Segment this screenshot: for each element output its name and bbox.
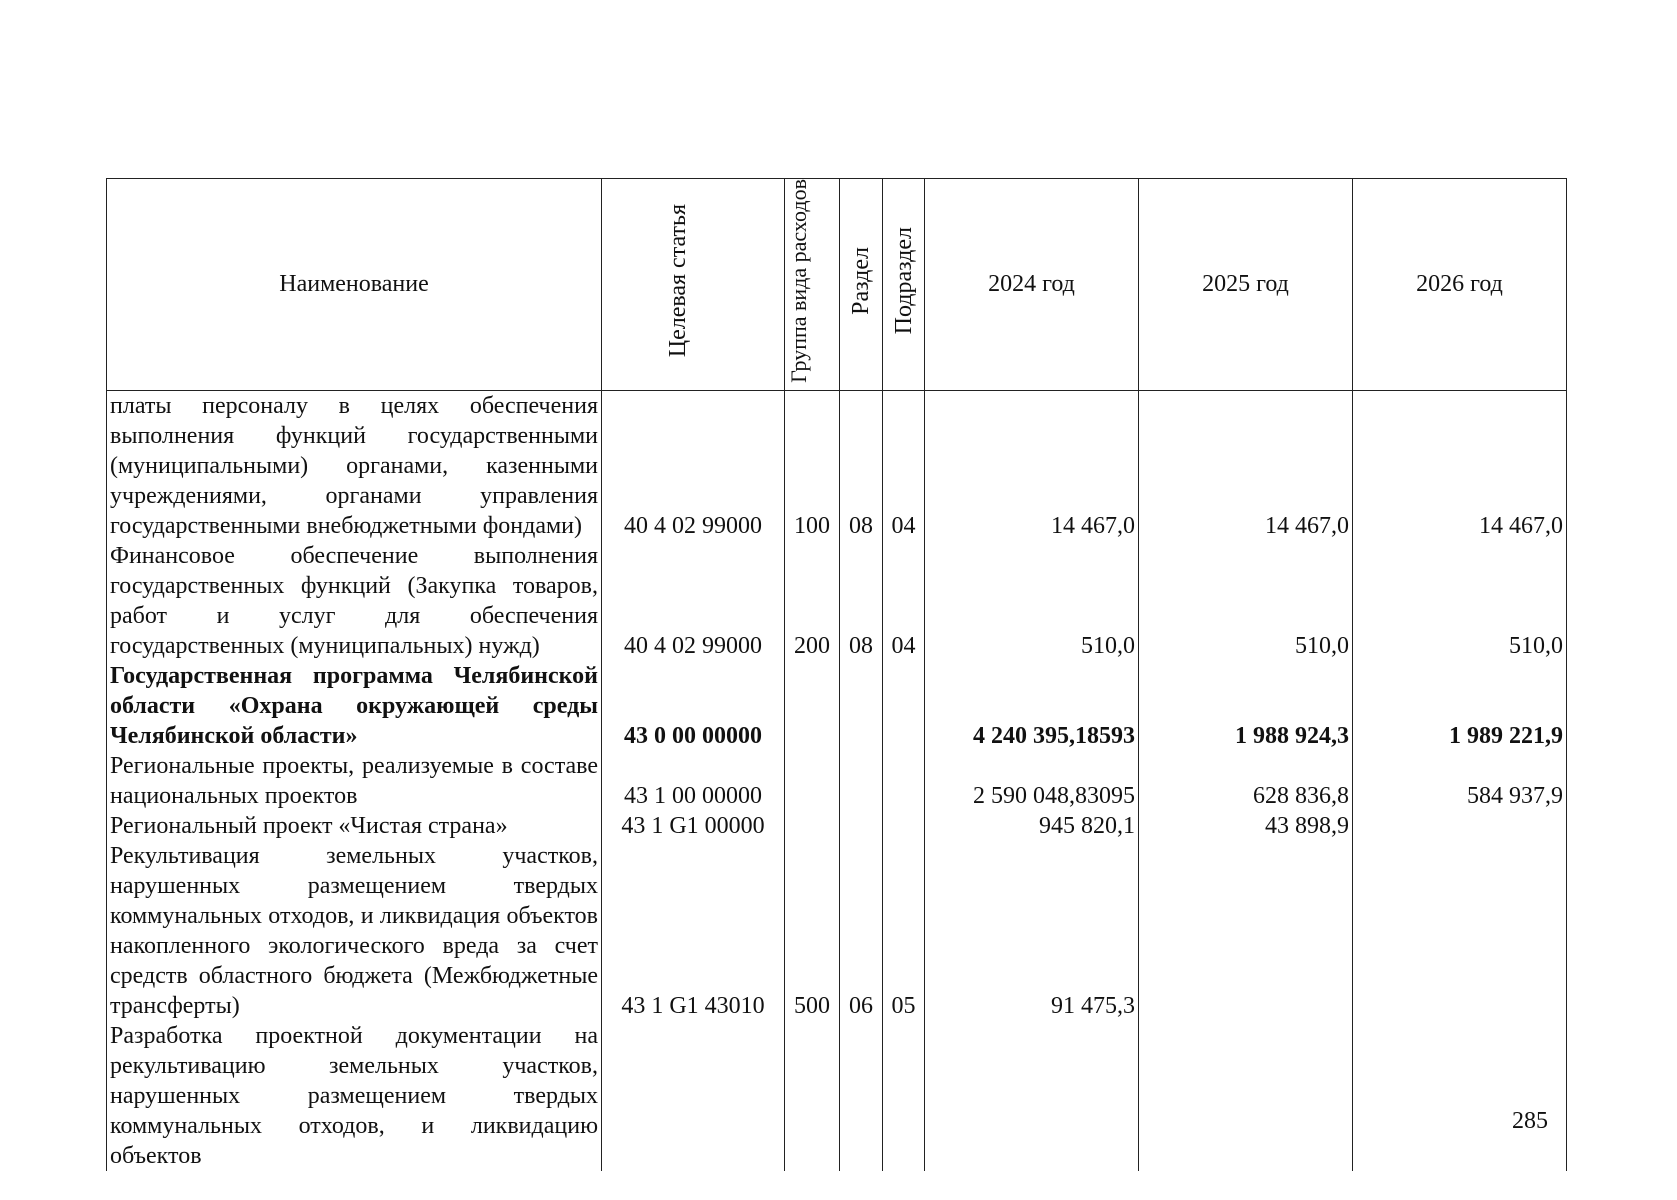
cell-y2025: 14 467,0 [1139,390,1353,541]
cell-y2024: 14 467,0 [925,390,1139,541]
cell-section: 08 [840,390,883,541]
cell-y2026: 14 467,0 [1353,390,1567,541]
header-2026: 2026 год [1353,179,1567,391]
cell-y2025: 1 988 924,3 [1139,661,1353,751]
table-row [107,1021,1567,1171]
header-expense-group: Группа вида расходов [785,179,840,391]
header-name: Наименование [107,179,602,391]
cell-y2024: 2 590 048,83095 [925,751,1139,811]
cell-group: 500 [785,841,840,1021]
cell-name: Государственная программа Челябинской области «Охрана окружающей среды Челябинской области» [107,661,602,751]
cell-section [840,751,883,811]
cell-group [785,811,840,841]
cell-name: Региональный проект «Чистая страна» [107,811,602,841]
header-2025: 2025 год [1139,179,1353,391]
cell-section: 06 [840,841,883,1021]
table-row [107,390,1567,541]
cell-group: 100 [785,390,840,541]
cell-name: Региональные проекты, реализуемые в составе национальных проектов [107,751,602,811]
header-2024: 2024 год [925,179,1139,391]
cell-article: 43 1 00 00000 [602,751,785,811]
header-target-article: Целевая статья [602,179,785,391]
cell-article: 43 1 G1 43010 [602,841,785,1021]
table-header-row [107,179,1567,391]
cell-name: Рекультивация земельных участков, нарушенных размещением твердых коммунальных отходов, и ликвидация объектов накопленного экологического вреда за счет средств областного бюджета (Межбюджетные трансферты) [107,841,602,1021]
cell-article: 43 0 00 00000 [602,661,785,751]
table-row [107,751,1567,811]
cell-subsection [883,661,925,751]
cell-group: 200 [785,541,840,661]
cell-section: 08 [840,541,883,661]
table-row [107,661,1567,751]
cell-subsection [883,751,925,811]
table-row [107,811,1567,841]
cell-y2026 [1353,811,1567,841]
cell-subsection [883,1021,925,1171]
cell-y2026: 510,0 [1353,541,1567,661]
budget-table [106,178,1567,1171]
cell-group [785,1021,840,1171]
cell-y2025 [1139,841,1353,1021]
cell-name: Финансовое обеспечение выполнения государственных функций (Закупка товаров, работ и услуг для обеспечения государственных (муниципальных) нужд) [107,541,602,661]
cell-y2026 [1353,841,1567,1021]
cell-y2024 [925,1021,1139,1171]
cell-subsection: 05 [883,841,925,1021]
cell-y2024: 510,0 [925,541,1139,661]
cell-y2026: 584 937,9 [1353,751,1567,811]
table-body [107,390,1567,1171]
cell-article: 40 4 02 99000 [602,541,785,661]
cell-article: 43 1 G1 00000 [602,811,785,841]
header-section: Раздел [840,179,883,391]
cell-subsection: 04 [883,390,925,541]
cell-article: 40 4 02 99000 [602,390,785,541]
cell-y2025: 510,0 [1139,541,1353,661]
cell-y2024: 91 475,3 [925,841,1139,1021]
cell-y2024: 945 820,1 [925,811,1139,841]
cell-y2025 [1139,1021,1353,1171]
cell-article [602,1021,785,1171]
cell-section [840,811,883,841]
page-number: 285 [1512,1108,1548,1134]
cell-y2025: 43 898,9 [1139,811,1353,841]
table-row [107,541,1567,661]
cell-name: платы персоналу в целях обеспечения выполнения функций государственными (муниципальными) органами, казенными учреждениями, органами управления государственными внебюджетными фондами) [107,390,602,541]
cell-group [785,751,840,811]
cell-y2025: 628 836,8 [1139,751,1353,811]
cell-section [840,661,883,751]
cell-group [785,661,840,751]
cell-y2026: 1 989 221,9 [1353,661,1567,751]
cell-subsection [883,811,925,841]
cell-subsection: 04 [883,541,925,661]
cell-name: Разработка проектной документации на рекультивацию земельных участков, нарушенных размещением твердых коммунальных отходов, и ликвидацию объектов [107,1021,602,1171]
cell-section [840,1021,883,1171]
cell-y2024: 4 240 395,18593 [925,661,1139,751]
header-subsection: Подраздел [883,179,925,391]
table-row [107,841,1567,1021]
cell-y2026 [1353,1021,1567,1171]
